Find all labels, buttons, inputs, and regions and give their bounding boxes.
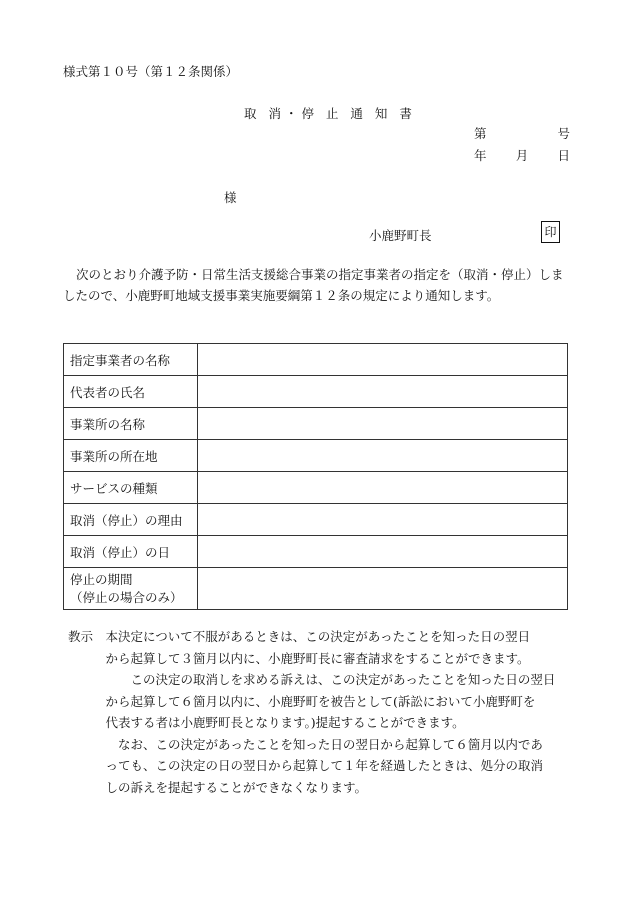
notice-line: から起算して３箇月以内に、小鹿野町長に審査請求をすることができます。 <box>68 650 530 666</box>
table-row <box>64 440 568 472</box>
notification-table <box>63 343 568 610</box>
table-row <box>64 472 568 504</box>
row-label: 事業所の名称 <box>64 408 198 440</box>
row-label-line: 停止の期間 <box>70 571 133 587</box>
number-prefix: 第 <box>474 126 487 141</box>
table-row <box>64 344 568 376</box>
date-line <box>474 146 570 164</box>
notice-line: っても、この決定の日の翌日から起算して１年を経過したときは、処分の取消 <box>68 758 544 773</box>
sender-title: 小鹿野町長 <box>369 228 432 243</box>
date-month: 月 <box>515 148 529 163</box>
appeal-notice <box>68 626 573 798</box>
row-value <box>198 568 568 610</box>
row-value <box>198 344 568 376</box>
notice-line: 教示 本決定について不服があるときは、この決定があったことを知った日の翌日 <box>68 629 531 644</box>
row-label: 取消（停止）の理由 <box>64 504 198 536</box>
number-suffix: 号 <box>557 126 570 141</box>
date-year: 年 <box>474 148 487 163</box>
row-label: 取消（停止）の日 <box>64 536 198 568</box>
table-row <box>64 504 568 536</box>
row-value <box>198 504 568 536</box>
row-value <box>198 376 568 408</box>
notice-line: から起算して６箇月以内に、小鹿野町を被告として(訴訟において小鹿野町を <box>68 693 536 709</box>
recipient-honorific: 様 <box>224 190 237 205</box>
date-day: 日 <box>557 148 570 163</box>
row-label <box>64 568 198 610</box>
body-paragraph: 次のとおり介護予防・日常生活支援総合事業の指定事業者の指定を（取消・停止）しましたので、小鹿野町地域支援事業実施要綱第１２条の規定により通知します。 <box>63 267 564 303</box>
notice-line: この決定の取消しを求める訴えは、この決定があったことを知った日の翌日 <box>68 672 556 687</box>
row-value <box>198 408 568 440</box>
row-label: サービスの種類 <box>64 472 198 504</box>
document-number-line <box>474 124 570 142</box>
notice-line: 代表する者は小鹿野町長となります。)提起することができます。 <box>68 715 465 730</box>
table-row <box>64 408 568 440</box>
table-row <box>64 568 568 610</box>
row-label: 指定事業者の名称 <box>64 344 198 376</box>
form-number: 様式第１０号（第１２条関係） <box>63 64 239 79</box>
notice-line: しの訴えを提起することができなくなります。 <box>68 779 368 795</box>
table-row <box>64 536 568 568</box>
seal-stamp: 印 <box>541 221 560 243</box>
notice-line: なお、この決定があったことを知った日の翌日から起算して６箇月以内であ <box>68 736 543 752</box>
document-title: 取 消・停 止 通 知 書 <box>244 106 416 121</box>
row-value <box>198 472 568 504</box>
row-label: 代表者の氏名 <box>64 376 198 408</box>
row-value <box>198 440 568 472</box>
row-value <box>198 536 568 568</box>
row-label: 事業所の所在地 <box>64 440 198 472</box>
row-label-line: （停止の場合のみ） <box>70 589 183 605</box>
table-row <box>64 376 568 408</box>
